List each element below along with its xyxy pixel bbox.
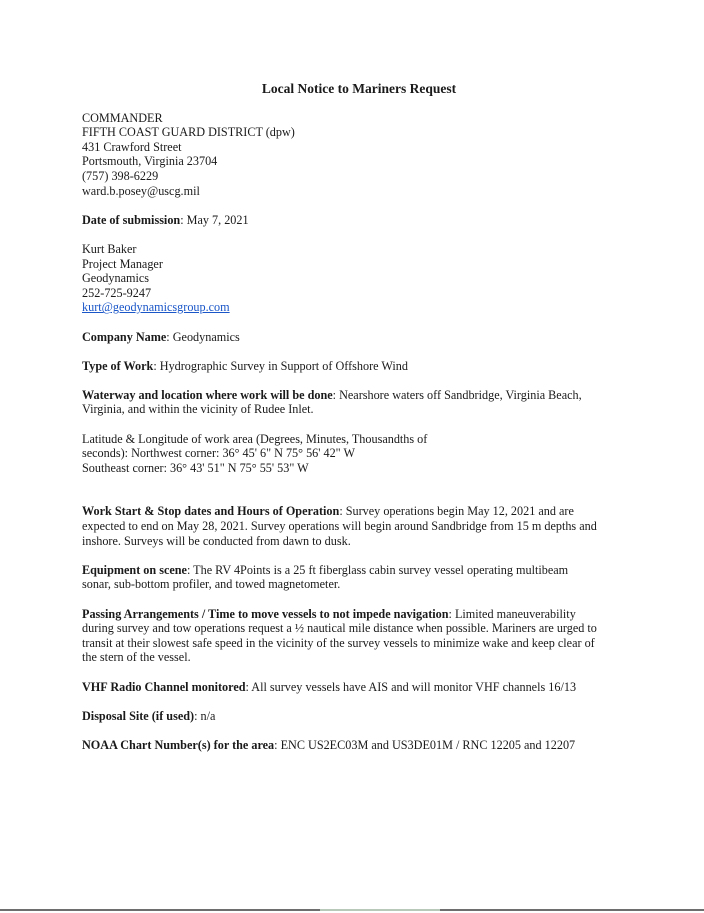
- company-name-value: : Geodynamics: [166, 329, 240, 344]
- recipient-email: ward.b.posey@uscg.mil: [82, 183, 200, 198]
- contact-role: Project Manager: [82, 256, 163, 271]
- page-title: Local Notice to Mariners Request: [261, 81, 457, 96]
- disposal-site: [82, 709, 632, 724]
- work-type: [82, 359, 632, 374]
- equipment-label: Equipment on scene: [82, 562, 187, 577]
- contact-phone: 252-725-9247: [82, 285, 152, 300]
- disposal-value: : n/a: [194, 708, 216, 723]
- passing-value: : Limited maneuverability: [448, 606, 576, 621]
- coordinates: [82, 432, 632, 476]
- vhf-label: VHF Radio Channel monitored: [82, 679, 246, 694]
- recipient-phone: (757) 398-6229: [82, 168, 159, 183]
- equipment-value: : The RV 4Points is a 25 ft fiberglass cabin survey vessel operating multibeam: [186, 562, 569, 577]
- waterway-location: [82, 388, 632, 417]
- noaa-value: : ENC US2EC03M and US3DE01M / RNC 12205 and 12207: [274, 737, 576, 752]
- waterway-label: Waterway and location where work will be done: [82, 387, 333, 402]
- passing-value-cont: during survey and tow operations request a ½ nautical mile distance when possible. Mariners are urged to: [82, 621, 597, 636]
- passing-value-cont: transit at their slowest safe speed in the vicinity of the survey vessels to minimize wake and keep clear of: [82, 635, 595, 650]
- passing-label: Passing Arrangements / Time to move vessels to not impede navigation: [82, 606, 449, 621]
- coordinates-heading: Latitude & Longitude of work area (Degrees, Minutes, Thousandths of: [82, 431, 428, 446]
- submission-date-value: : May 7, 2021: [180, 212, 249, 227]
- page-bottom-divider-highlight: [320, 909, 440, 911]
- recipient-line: FIFTH COAST GUARD DISTRICT (dpw): [82, 125, 295, 140]
- work-type-label: Type of Work: [82, 358, 154, 373]
- schedule-label: Work Start & Stop dates and Hours of Operation: [82, 504, 340, 519]
- vhf-channel: [82, 680, 632, 695]
- schedule-value-cont: expected to end on May 28, 2021. Survey operations will begin around Sandbridge from 15 m depths and: [82, 519, 597, 534]
- recipient-line: 431 Crawford Street: [82, 139, 182, 154]
- submission-date: [82, 213, 632, 228]
- contact-block: [82, 242, 632, 315]
- work-type-value: : Hydrographic Survey in Support of Offshore Wind: [153, 358, 408, 373]
- contact-company: Geodynamics: [82, 271, 150, 286]
- passing-value-cont: the stern of the vessel.: [82, 650, 191, 665]
- work-schedule: [82, 504, 632, 548]
- noaa-label: NOAA Chart Number(s) for the area: [82, 737, 275, 752]
- company-name-label: Company Name: [82, 329, 167, 344]
- passing-arrangements: [82, 607, 632, 665]
- recipient-line: COMMANDER: [82, 110, 163, 125]
- recipient-address: [82, 111, 632, 199]
- company-name: [82, 330, 632, 345]
- submission-date-label: Date of submission: [82, 212, 181, 227]
- coordinates-southeast: Southeast corner: 36° 43' 51" N 75° 55' 53" W: [82, 460, 309, 475]
- schedule-value-cont: inshore. Surveys will be conducted from dawn to dusk.: [82, 533, 351, 548]
- noaa-chart-numbers: [82, 738, 632, 753]
- recipient-line: Portsmouth, Virginia 23704: [82, 154, 218, 169]
- disposal-label: Disposal Site (if used): [82, 708, 195, 723]
- contact-email-link[interactable]: kurt@geodynamicsgroup.com: [82, 300, 230, 315]
- waterway-value: : Nearshore waters off Sandbridge, Virginia Beach,: [332, 387, 582, 402]
- contact-name: Kurt Baker: [82, 241, 137, 256]
- vhf-value: : All survey vessels have AIS and will monitor VHF channels 16/13: [245, 679, 577, 694]
- document-body: [82, 82, 632, 767]
- equipment-on-scene: [82, 563, 632, 592]
- equipment-value-cont: sonar, sub-bottom profiler, and towed magnetometer.: [82, 577, 341, 592]
- schedule-value: : Survey operations begin May 12, 2021 and are: [339, 504, 574, 519]
- coordinates-northwest: seconds): Northwest corner: 36° 45' 6" N 75° 56' 42" W: [82, 446, 355, 461]
- waterway-value-cont: Virginia, and within the vicinity of Rudee Inlet.: [82, 402, 314, 417]
